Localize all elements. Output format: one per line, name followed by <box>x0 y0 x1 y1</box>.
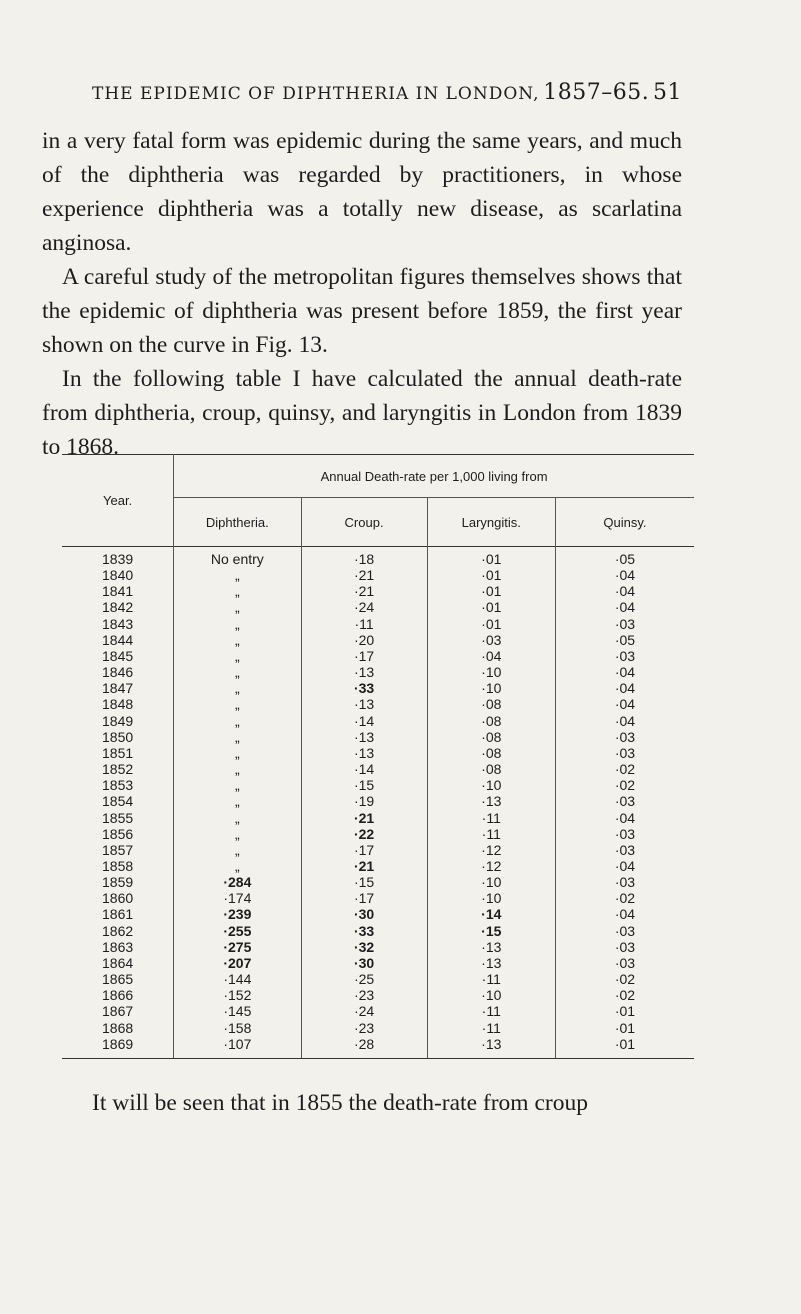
cell-quinsy: ·05 <box>614 631 636 648</box>
cell-year: 1848 <box>62 696 174 712</box>
table-row <box>62 906 694 922</box>
cell-laryngitis: ·10 <box>427 874 555 890</box>
cell-laryngitis: ·01 <box>427 616 555 632</box>
paragraph: A careful study of the metropolitan figures themselves shows that the epidemic of diphtheria was present before 1859, the first year shown on the curve in Fig. 13. <box>42 264 682 358</box>
cell-year: 1849 <box>62 713 174 729</box>
paragraph: In the following table I have calculated the annual death-rate from diphtheria, croup, quinsy, and laryngitis in London from 1839 to 1868. <box>42 366 682 460</box>
cell-laryngitis: ·01 <box>427 547 555 568</box>
cell-quinsy: ·01 <box>555 1036 694 1059</box>
table-row <box>62 890 694 906</box>
cell-croup: ·20 <box>301 632 427 648</box>
cell-laryngitis: ·03 <box>427 632 555 648</box>
cell-year: 1867 <box>62 1003 174 1019</box>
cell-quinsy: ·04 <box>614 809 636 826</box>
cell-year: 1858 <box>62 858 174 874</box>
table-row <box>62 567 694 583</box>
table-row <box>62 955 694 971</box>
cell-quinsy: ·04 <box>614 680 636 697</box>
table-body <box>62 547 694 1059</box>
cell-quinsy: ·04 <box>614 599 636 616</box>
page-number: 51 <box>653 80 682 105</box>
cell-croup: ·14 <box>301 761 427 777</box>
cell-croup: ·13 <box>301 745 427 761</box>
cell-year: 1857 <box>62 842 174 858</box>
cell-diphtheria: „ <box>174 761 301 777</box>
table-row <box>62 713 694 729</box>
cell-croup: ·13 <box>301 696 427 712</box>
death-rate-table <box>62 454 694 1059</box>
cell-diphtheria: ·255 <box>174 923 301 939</box>
cell-croup: ·32 <box>301 939 427 955</box>
cell-diphtheria: No entry <box>174 547 301 568</box>
cell-croup: ·23 <box>301 1020 427 1036</box>
cell-quinsy: ·04 <box>614 857 636 874</box>
cell-quinsy: ·03 <box>614 841 636 858</box>
cell-diphtheria: ·275 <box>174 939 301 955</box>
table-row <box>62 858 694 874</box>
table-row <box>62 583 694 599</box>
table-row <box>62 842 694 858</box>
year-column-header: Year. <box>62 455 174 547</box>
cell-diphtheria: „ <box>174 842 301 858</box>
cell-diphtheria: „ <box>174 616 301 632</box>
table-row <box>62 1036 694 1059</box>
column-header-croup: Croup. <box>301 498 427 547</box>
cell-year: 1859 <box>62 874 174 890</box>
cell-diphtheria: „ <box>174 826 301 842</box>
cell-quinsy: ·03 <box>614 938 636 955</box>
cell-diphtheria: „ <box>174 583 301 599</box>
cell-croup: ·11 <box>301 616 427 632</box>
cell-quinsy: ·03 <box>614 793 636 810</box>
cell-diphtheria: „ <box>174 745 301 761</box>
cell-croup: ·21 <box>301 567 427 583</box>
cell-croup: ·33 <box>301 680 427 696</box>
cell-quinsy: ·03 <box>614 825 636 842</box>
cell-year: 1839 <box>62 547 174 568</box>
header-years: 1857–65. <box>543 80 650 105</box>
table-row <box>62 777 694 793</box>
cell-laryngitis: ·08 <box>427 713 555 729</box>
table-row <box>62 1003 694 1019</box>
table-row <box>62 664 694 680</box>
cell-quinsy: ·02 <box>614 890 636 907</box>
table-row <box>62 696 694 712</box>
cell-year: 1865 <box>62 971 174 987</box>
cell-year: 1842 <box>62 599 174 615</box>
cell-year: 1861 <box>62 906 174 922</box>
cell-croup: ·28 <box>301 1036 427 1059</box>
cell-laryngitis: ·01 <box>427 583 555 599</box>
cell-year: 1844 <box>62 632 174 648</box>
cell-diphtheria: „ <box>174 777 301 793</box>
cell-croup: ·25 <box>301 971 427 987</box>
column-header-laryngitis: Laryngitis. <box>427 498 555 547</box>
cell-croup: ·13 <box>301 729 427 745</box>
cell-laryngitis: ·13 <box>427 939 555 955</box>
cell-croup: ·21 <box>301 858 427 874</box>
cell-diphtheria: ·107 <box>174 1036 301 1059</box>
cell-diphtheria: „ <box>174 696 301 712</box>
body-text <box>42 124 682 464</box>
cell-laryngitis: ·10 <box>427 664 555 680</box>
cell-year: 1866 <box>62 987 174 1003</box>
cell-croup: ·14 <box>301 713 427 729</box>
cell-croup: ·15 <box>301 777 427 793</box>
cell-quinsy: ·02 <box>614 777 636 794</box>
cell-laryngitis: ·13 <box>427 955 555 971</box>
cell-laryngitis: ·12 <box>427 842 555 858</box>
cell-diphtheria: ·145 <box>174 1003 301 1019</box>
table-row <box>62 939 694 955</box>
span-header: Annual Death-rate per 1,000 living from <box>174 455 694 498</box>
cell-quinsy: ·02 <box>614 987 636 1004</box>
cell-quinsy: ·04 <box>614 583 636 600</box>
table-row <box>62 547 694 568</box>
paragraph: in a very fatal form was epidemic during the same years, and much of the diphtheria was regarded by practitioners, in whose experience diphtheria was a totally new disease, as scarlatina anginosa. <box>42 128 682 256</box>
cell-quinsy: ·04 <box>614 712 636 729</box>
column-header-quinsy: Quinsy. <box>603 514 647 530</box>
cell-croup: ·23 <box>301 987 427 1003</box>
table-row <box>62 729 694 745</box>
cell-quinsy: ·03 <box>614 954 636 971</box>
cell-croup: ·17 <box>301 648 427 664</box>
cell-year: 1845 <box>62 648 174 664</box>
table-row <box>62 680 694 696</box>
cell-diphtheria: „ <box>174 648 301 664</box>
cell-year: 1851 <box>62 745 174 761</box>
cell-year: 1869 <box>62 1036 174 1059</box>
cell-croup: ·13 <box>301 664 427 680</box>
cell-quinsy: ·04 <box>614 664 636 681</box>
cell-diphtheria: „ <box>174 810 301 826</box>
cell-croup: ·33 <box>301 923 427 939</box>
column-header-diphtheria: Diphtheria. <box>174 498 301 547</box>
cell-croup: ·21 <box>301 583 427 599</box>
cell-year: 1847 <box>62 680 174 696</box>
cell-diphtheria: ·152 <box>174 987 301 1003</box>
cell-croup: ·19 <box>301 793 427 809</box>
cell-diphtheria: ·207 <box>174 955 301 971</box>
table-row <box>62 874 694 890</box>
cell-laryngitis: ·14 <box>427 906 555 922</box>
table-row <box>62 923 694 939</box>
cell-year: 1840 <box>62 567 174 583</box>
cell-quinsy: ·03 <box>614 728 636 745</box>
cell-croup: ·30 <box>301 955 427 971</box>
cell-croup: ·17 <box>301 890 427 906</box>
cell-laryngitis: ·08 <box>427 745 555 761</box>
cell-year: 1860 <box>62 890 174 906</box>
cell-laryngitis: ·08 <box>427 761 555 777</box>
cell-quinsy: ·04 <box>614 906 636 923</box>
cell-croup: ·17 <box>301 842 427 858</box>
cell-year: 1852 <box>62 761 174 777</box>
cell-quinsy: ·01 <box>614 1003 636 1020</box>
cell-laryngitis: ·13 <box>427 1036 555 1059</box>
cell-diphtheria: „ <box>174 713 301 729</box>
cell-diphtheria: „ <box>174 729 301 745</box>
cell-croup: ·18 <box>301 547 427 568</box>
cell-croup: ·24 <box>301 599 427 615</box>
cell-laryngitis: ·04 <box>427 648 555 664</box>
table-row <box>62 810 694 826</box>
cell-laryngitis: ·10 <box>427 890 555 906</box>
cell-croup: ·22 <box>301 826 427 842</box>
cell-croup: ·21 <box>301 810 427 826</box>
cell-laryngitis: ·01 <box>427 567 555 583</box>
cell-quinsy: ·02 <box>614 761 636 778</box>
cell-laryngitis: ·08 <box>427 729 555 745</box>
cell-laryngitis: ·11 <box>427 826 555 842</box>
cell-quinsy: ·03 <box>614 874 636 891</box>
cell-quinsy: ·03 <box>614 647 636 664</box>
cell-diphtheria: ·284 <box>174 874 301 890</box>
cell-quinsy: ·04 <box>614 696 636 713</box>
cell-croup: ·30 <box>301 906 427 922</box>
table-row <box>62 648 694 664</box>
cell-diphtheria: „ <box>174 793 301 809</box>
cell-diphtheria: „ <box>174 680 301 696</box>
table-row <box>62 599 694 615</box>
cell-laryngitis: ·08 <box>427 696 555 712</box>
header-title: THE EPIDEMIC OF DIPHTHERIA IN LONDON, <box>92 84 540 104</box>
table-row <box>62 761 694 777</box>
cell-laryngitis: ·11 <box>427 1020 555 1036</box>
cell-diphtheria: ·144 <box>174 971 301 987</box>
cell-diphtheria: ·239 <box>174 906 301 922</box>
cell-diphtheria: „ <box>174 858 301 874</box>
cell-laryngitis: ·10 <box>427 777 555 793</box>
cell-year: 1854 <box>62 793 174 809</box>
cell-year: 1863 <box>62 939 174 955</box>
cell-laryngitis: ·12 <box>427 858 555 874</box>
cell-year: 1850 <box>62 729 174 745</box>
cell-laryngitis: ·15 <box>427 923 555 939</box>
cell-year: 1846 <box>62 664 174 680</box>
cell-diphtheria: ·174 <box>174 890 301 906</box>
cell-diphtheria: „ <box>174 599 301 615</box>
cell-laryngitis: ·11 <box>427 971 555 987</box>
cell-laryngitis: ·13 <box>427 793 555 809</box>
cell-quinsy: ·02 <box>614 971 636 988</box>
cell-laryngitis: ·11 <box>427 1003 555 1019</box>
table-row <box>62 826 694 842</box>
cell-laryngitis: ·01 <box>427 599 555 615</box>
cell-quinsy: ·05 <box>614 551 636 567</box>
cell-quinsy: ·01 <box>614 1019 636 1036</box>
table-row <box>62 793 694 809</box>
table-row <box>62 745 694 761</box>
cell-year: 1864 <box>62 955 174 971</box>
cell-laryngitis: ·11 <box>427 810 555 826</box>
cell-quinsy: ·03 <box>614 922 636 939</box>
running-header <box>92 80 682 105</box>
cell-year: 1843 <box>62 616 174 632</box>
cell-year: 1856 <box>62 826 174 842</box>
cell-laryngitis: ·10 <box>427 680 555 696</box>
cell-croup: ·15 <box>301 874 427 890</box>
cell-year: 1853 <box>62 777 174 793</box>
table-row <box>62 987 694 1003</box>
continuation-text: It will be seen that in 1855 the death-rate from croup <box>92 1090 588 1116</box>
cell-year: 1841 <box>62 583 174 599</box>
cell-diphtheria: ·158 <box>174 1020 301 1036</box>
table-row <box>62 616 694 632</box>
table-row <box>62 632 694 648</box>
table-row <box>62 1020 694 1036</box>
cell-laryngitis: ·10 <box>427 987 555 1003</box>
cell-croup: ·24 <box>301 1003 427 1019</box>
cell-diphtheria: „ <box>174 632 301 648</box>
cell-quinsy: ·03 <box>614 744 636 761</box>
cell-diphtheria: „ <box>174 567 301 583</box>
cell-year: 1855 <box>62 810 174 826</box>
cell-diphtheria: „ <box>174 664 301 680</box>
cell-year: 1868 <box>62 1020 174 1036</box>
cell-quinsy: ·04 <box>614 567 636 584</box>
cell-year: 1862 <box>62 923 174 939</box>
table-row <box>62 971 694 987</box>
cell-quinsy: ·03 <box>614 615 636 632</box>
